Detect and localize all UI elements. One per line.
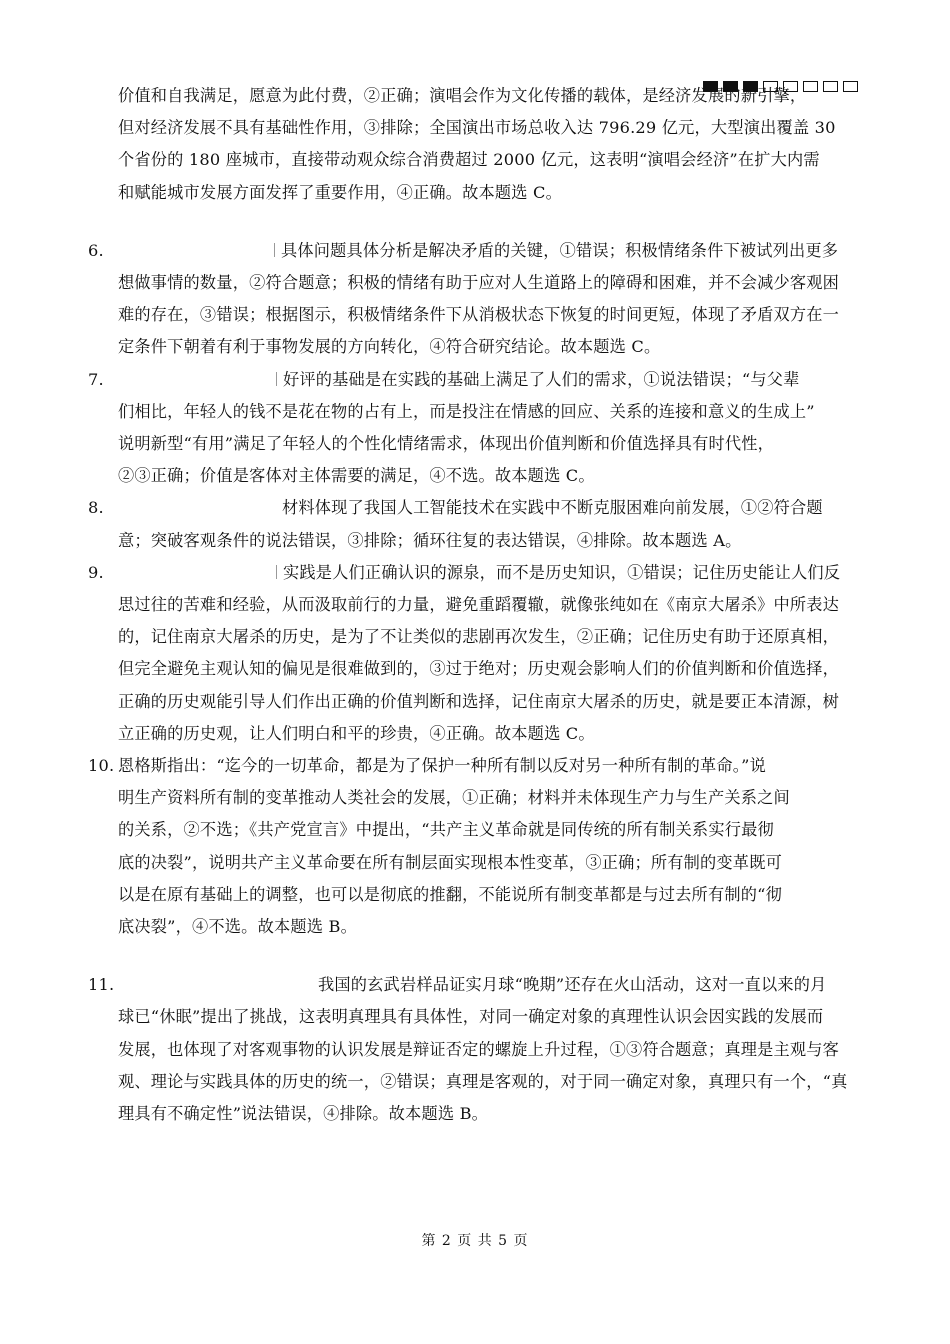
text-line: 个省份的 180 座城市，直接带动观众综合消费超过 2000 亿元，这表明“演唱会经济”在扩大内需 bbox=[118, 150, 820, 170]
question-6 bbox=[88, 235, 862, 364]
text-line: 的，记住南京大屠杀的历史，是为了不让类似的悲剧再次发生，②正确；记住历史有助于还原真相， bbox=[118, 627, 840, 647]
text-line: 恩格斯指出：“迄今的一切革命，都是为了保护一种所有制以反对另一种所有制的革命。”说 bbox=[118, 756, 766, 776]
text-line: 说明新型“有用”满足了年轻人的个性化情绪需求，体现出价值判断和价值选择具有时代性， bbox=[118, 434, 775, 454]
question-number: 9. bbox=[88, 562, 104, 582]
question-number: 6. bbox=[88, 240, 104, 260]
text-line: 实践是人们正确认识的源泉，而不是历史知识，①错误；记住历史能让人们反 bbox=[283, 562, 841, 582]
text-line: 发展，也体现了对客观事物的认识发展是辩证否定的螺旋上升过程，①③符合题意；真理是主观与客 bbox=[118, 1039, 840, 1059]
text-line: 价值和自我满足，愿意为此付费，②正确；演唱会作为文化传播的载体，是经济发展的新引擎， bbox=[118, 86, 807, 105]
text-line: 们相比，年轻人的钱不是花在物的占有上，而是投注在情感的回应、关系的连接和意义的生成上” bbox=[118, 401, 815, 421]
text-line: 观、理论与实践具体的历史的统一，②错误；真理是客观的，对于同一确定对象，真理只有一个，“真 bbox=[118, 1071, 848, 1091]
text-line: 但完全避免主观认知的偏见是很难做到的，③过于绝对；历史观会影响人们的价值判断和价值选择， bbox=[118, 659, 840, 679]
text-line: 想做事情的数量，②符合题意；积极的情绪有助于应对人生道路上的障碍和困难，并不会减少客观困 bbox=[118, 273, 840, 293]
question-number: 8. bbox=[88, 498, 104, 518]
text-line: 以是在原有基础上的调整，也可以是彻底的推翻，不能说所有制变革都是与过去所有制的“彻 bbox=[118, 884, 782, 904]
text-line: 立正确的历史观，让人们明白和平的珍贵，④正确。故本题选 C。 bbox=[118, 723, 595, 743]
text-line: 但对经济发展不具有基础性作用，③排除；全国演出市场总收入达 796.29 亿元，大型演出覆盖 30 bbox=[118, 118, 836, 138]
text-line: 底的决裂”，说明共产主义革命要在所有制层面实现根本性变革，③正确；所有制的变革既可 bbox=[118, 852, 782, 872]
text-line: 定条件下朝着有利于事物发展的方向转化，④符合研究结论。故本题选 C。 bbox=[118, 337, 661, 357]
question-number: 7. bbox=[88, 369, 104, 389]
text-line: 正确的历史观能引导人们作出正确的价值判断和选择，记住南京大屠杀的历史，就是要正本清源，树 bbox=[118, 691, 840, 711]
text-line: 具体问题具体分析是解决矛盾的关键，①错误；积极情绪条件下被试列出更多 bbox=[281, 240, 839, 260]
question-8 bbox=[88, 492, 862, 556]
question-10 bbox=[88, 750, 862, 943]
answer-explanations bbox=[88, 80, 862, 1130]
text-line: 和赋能城市发展方面发挥了重要作用，④正确。故本题选 C。 bbox=[118, 182, 563, 202]
question-number: 11. bbox=[88, 975, 115, 995]
text-line: 好评的基础是在实践的基础上满足了人们的需求，①说法错误；“与父辈 bbox=[283, 369, 800, 389]
text-line: 思过往的苦难和经验，从而汲取前行的力量，避免重蹈覆辙，就像张纯如在《南京大屠杀》中所表达 bbox=[118, 595, 840, 615]
text-line: 材料体现了我国人工智能技术在实践中不断克服困难向前发展，①②符合题 bbox=[282, 498, 823, 518]
text-line: ②③正确；价值是客体对主体需要的满足，④不选。故本题选 C。 bbox=[118, 466, 595, 486]
text-line: 明生产资料所有制的变革推动人类社会的发展，①正确；材料并未体现生产力与生产关系之间 bbox=[118, 788, 790, 808]
question-11 bbox=[88, 969, 862, 1130]
question-7 bbox=[88, 364, 862, 493]
text-line: 底决裂”，④不选。故本题选 B。 bbox=[118, 917, 357, 937]
text-line: 难的存在，③错误；根据图示，积极情绪条件下从消极状态下恢复的时间更短，体现了矛盾双方在一 bbox=[118, 305, 840, 325]
text-line: 我国的玄武岩样品证实月球“晚期”还存在火山活动，这对一直以来的月 bbox=[318, 975, 827, 995]
text-line: 球已“休眠”提出了挑战，这表明真理具有具体性，对同一确定对象的真理性认识会因实践的发展而 bbox=[118, 1007, 824, 1027]
text-line: 的关系，②不选；《共产党宣言》中提出，“共产主义革命就是同传统的所有制关系实行最彻 bbox=[118, 820, 774, 840]
q5-continuation bbox=[88, 80, 862, 209]
question-number: 10. bbox=[88, 756, 115, 776]
text-line: 理具有不确定性”说法错误，④排除。故本题选 B。 bbox=[118, 1104, 489, 1124]
question-9 bbox=[88, 557, 862, 750]
text-line: 意；突破客观条件的说法错误，③排除；循环往复的表达错误，④排除。故本题选 A。 bbox=[118, 530, 742, 550]
page-footer: 第 2 页 共 5 页 bbox=[421, 1233, 529, 1249]
